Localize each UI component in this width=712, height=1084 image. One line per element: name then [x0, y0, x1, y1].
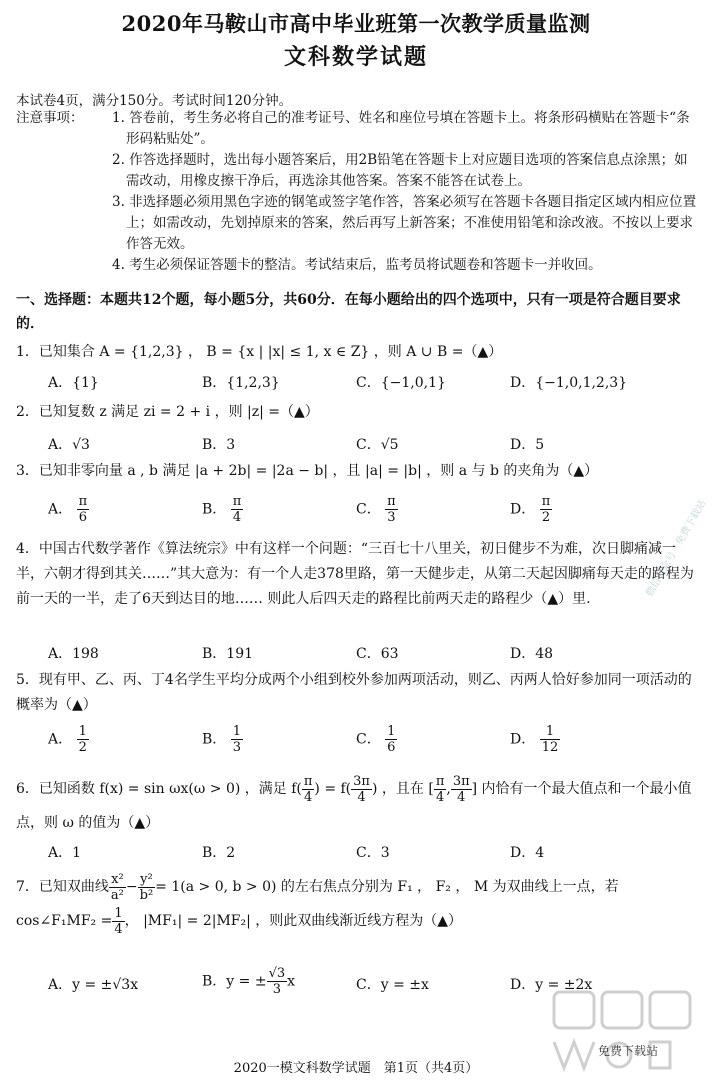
- option-d: D．{−1,0,1,2,3}: [510, 375, 628, 391]
- option-b: B． $\frac{\pi}{4}$: [202, 494, 242, 525]
- question-1: 1．已知集合 A = {1,2,3} ， B = {x | |x| ≤ 1, x ∈ Z} ，则 A ∪ B =（▲）: [16, 344, 503, 360]
- note-item: 3. 非选择题必须用黑色字迹的钢笔或签字笔作答，答案必须写在答题卡各题目指定区域内相应位置上；如需改动，先划掉原来的答案，然后再写上新答案；不准使用铅笔和涂改液。不按以上要求作答无效。: [112, 194, 697, 252]
- question-7: 7．已知双曲线 $\frac{\text{x²}}{\text{a²}}$ − $\frac{\text{y²}}{\text{b²}}$ = 1(a > 0, b > 0) 的左右焦点分别为 F₁ ， F₂ ， M 为双曲线上一点，若 cos∠F₁MF₂ = $\frac{1}{4}$ ， |MF₁| = 2|MF₂| ，则此双曲线渐近线方程为（▲）: [16, 871, 619, 937]
- notes-lead: 注意事项：: [16, 110, 84, 126]
- option-d: D．5: [510, 437, 545, 453]
- option-d: D．4: [510, 845, 545, 861]
- question-4: 4．中国古代数学著作《算法统宗》中有这样一个问题：“三百七十八里关，初日健步不为难，次日脚痛减一半，六朝才得到其关……”其大意为：有一个人走378里路，第一天健步走，从第二天起因脚痛每天走的路程为前一天的一半，走了6天到达目的地…… 则此人后四天走的路程比前两天走的路程少（▲）里.: [16, 541, 694, 607]
- section-heading: 一、选择题：本题共12个题，每小题5分，共60分．在每小题给出的四个选项中，只有一项是符合题目要求的．: [16, 292, 681, 332]
- option-d: D．y = ±2x: [510, 977, 593, 993]
- question-5-options: [48, 724, 698, 764]
- option-c: C． $\frac{1}{6}$: [356, 724, 396, 755]
- question-6: 6．已知函数 f(x) = sin ωx(ω > 0) ，满足 f( $\frac{\pi}{4}$ ) = f( $\frac{3\pi}{4}$ ) ，且在 [ $\frac{\pi}{4}$ , $\frac{3\pi}{4}$ ] 内恰有一个最大值点和一个最小值点，则 ω 的值为（▲）: [16, 773, 692, 831]
- option-d: D．48: [510, 646, 554, 662]
- exam-info: 本试卷4页，满分150分。考试时间120分钟。: [16, 93, 293, 109]
- note-item: 2. 作答选择题时，选出每小题答案后，用2B铅笔在答题卡上对应题目选项的答案信息点涂黑；如需改动，用橡皮擦干净后，再选涂其他答案。答案不能答在试卷上。: [112, 152, 688, 189]
- question-3: 3．已知非零向量 a , b 满足 |a + 2b| = |2a − b| ，且 |a| = |b| ，则 a 与 b 的夹角为（▲）: [16, 463, 599, 479]
- option-c: C． $\frac{\pi}{3}$: [356, 494, 396, 525]
- option-b: B． $\frac{1}{3}$: [202, 724, 242, 755]
- option-a: A．√3: [48, 437, 90, 453]
- option-b: B．191: [202, 646, 254, 662]
- option-b: B．2: [202, 845, 236, 861]
- option-a: A． $\frac{\pi}{6}$: [48, 494, 88, 525]
- option-d: D． $\frac{1}{12}$: [510, 724, 559, 755]
- option-c: C．y = ±x: [356, 977, 429, 993]
- question-5: 5．现有甲、乙、丙、丁4名学生平均分成两个小组到校外参加两项活动，则乙、丙两人恰好参加同一项活动的概率为（▲）: [16, 672, 692, 713]
- option-a: A．y = ±√3x: [48, 977, 139, 993]
- option-d: D． $\frac{\pi}{2}$: [510, 494, 551, 525]
- option-c: C．{−1,0,1}: [356, 375, 446, 391]
- option-a: A．198: [48, 646, 99, 662]
- question-2: 2．已知复数 z 满足 zi = 2 + i ，则 |z| =（▲）: [16, 404, 319, 420]
- option-a: A．1: [48, 845, 82, 861]
- option-b: B．y = ± $\frac{√3}{3}$ x: [202, 966, 296, 997]
- option-c: C．63: [356, 646, 399, 662]
- page-footer: 2020一模文科数学试题 第1页（共4页）: [233, 1061, 479, 1076]
- note-item: 1. 答卷前，考生务必将自己的准考证号、姓名和座位号填在答题卡上。将条形码横贴在答题卡“条形码粘贴处”。: [112, 110, 690, 147]
- notes-block: [16, 108, 700, 276]
- option-a: A． $\frac{1}{2}$: [48, 724, 87, 755]
- question-3-options: [48, 494, 698, 534]
- option-c: C．3: [356, 845, 390, 861]
- note-item: 4. 考生必须保证答题卡的整洁。考试结束后，监考员将试题卷和答题卡一并收回。: [112, 257, 602, 273]
- watermark-text: 免费下载站: [598, 1044, 659, 1058]
- exam-subtitle: 文科数学试题: [283, 44, 428, 70]
- watermark-stamp: 微信公众号 · 免费下载站: [644, 498, 709, 599]
- option-c: C．√5: [356, 437, 399, 453]
- question-1-options: [48, 372, 698, 402]
- exam-title: 2020年马鞍山市高中毕业班第一次教学质量监测: [121, 11, 591, 36]
- question-6-options: [48, 842, 698, 872]
- option-a: A．{1}: [48, 375, 99, 391]
- option-b: B．{1,2,3}: [202, 375, 280, 391]
- option-b: B．3: [202, 437, 236, 453]
